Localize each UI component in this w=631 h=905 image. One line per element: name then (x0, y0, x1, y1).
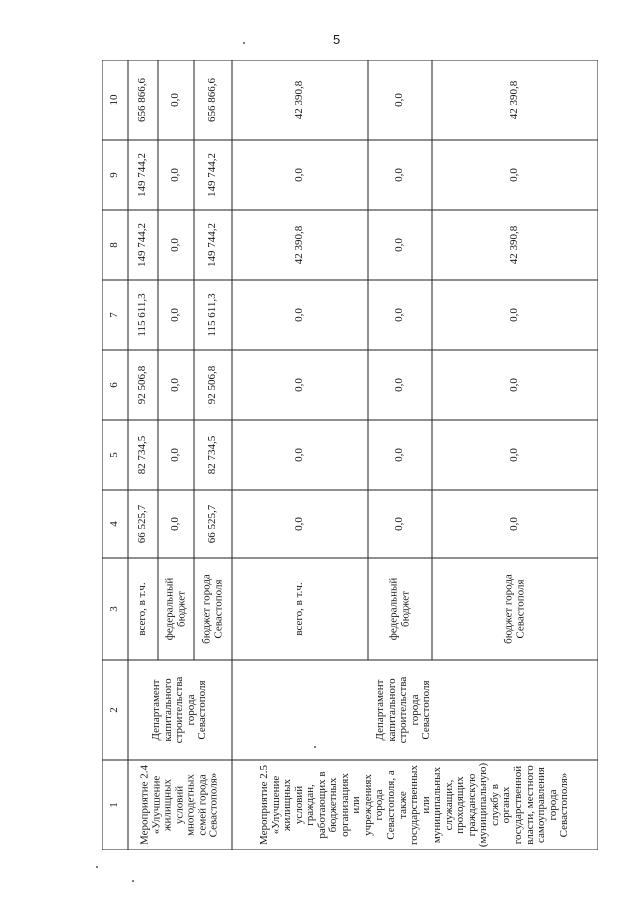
row1-federal-col5: 0,0 (169, 448, 182, 462)
header-col-6: 6 (108, 382, 121, 388)
row1-federal-col4: 0,0 (169, 517, 182, 531)
header-col-4: 4 (108, 521, 121, 527)
row2-total-col9: 0,0 (293, 168, 306, 182)
row2-city-col10: 42 390,8 (508, 80, 521, 120)
row2-city-col5: 0,0 (508, 448, 521, 462)
header-col-10: 10 (108, 94, 121, 106)
row1-federal-col9: 0,0 (169, 168, 182, 182)
row2-federal-col6: 0,0 (393, 378, 406, 392)
row2-source-total: всего, в т.ч. (293, 582, 306, 636)
row1-total-col9: 149 744,2 (136, 153, 149, 197)
header-col-2: 2 (108, 707, 121, 713)
row2-federal-col10: 0,0 (393, 93, 406, 107)
row1-total-col5: 82 734,5 (136, 435, 149, 475)
row2-federal-col9: 0,0 (393, 168, 406, 182)
row2-city-col4: 0,0 (508, 517, 521, 531)
row1-city-col6: 92 506,8 (206, 365, 219, 405)
row1-city-col4: 66 525,7 (206, 504, 219, 544)
row1-city-col5: 82 734,5 (206, 435, 219, 475)
row2-total-col8: 42 390,8 (293, 225, 306, 265)
row2-city-col9: 0,0 (508, 168, 521, 182)
measure-2-5-executor: Департамент капитального строительства города Севастополя (374, 676, 433, 744)
row2-city-col7: 0,0 (508, 308, 521, 322)
scan-speck (243, 42, 245, 44)
budget-table (102, 60, 598, 850)
row2-city-col6: 0,0 (508, 378, 521, 392)
row1-source-federal: федеральный бюджет (163, 577, 187, 641)
row2-source-federal: федеральный бюджет (387, 577, 411, 641)
row2-federal-col7: 0,0 (393, 308, 406, 322)
row2-city-col8: 42 390,8 (508, 225, 521, 265)
measure-2-4-executor: Департамент капитального строительства города Севастополя (150, 676, 209, 744)
row2-federal-col5: 0,0 (393, 448, 406, 462)
row1-city-col7: 115 611,3 (206, 293, 219, 337)
row1-federal-col7: 0,0 (169, 308, 182, 322)
header-col-3: 3 (108, 606, 121, 612)
row2-total-col6: 0,0 (293, 378, 306, 392)
header-col-7: 7 (108, 312, 121, 318)
scan-speck (96, 866, 98, 868)
row1-total-col8: 149 744,2 (136, 223, 149, 267)
row1-total-col6: 92 506,8 (136, 365, 149, 405)
row2-total-col10: 42 390,8 (293, 80, 306, 120)
row2-total-col4: 0,0 (293, 517, 306, 531)
measure-2-4-title: Мероприятие 2.4 «Улучшение жилищных условий многодетных семей города Севастополя» (138, 765, 220, 845)
row2-federal-col8: 0,0 (393, 238, 406, 252)
row1-city-col10: 656 866,6 (206, 78, 219, 122)
row2-total-col5: 0,0 (293, 448, 306, 462)
header-col-5: 5 (108, 452, 121, 458)
row1-federal-col6: 0,0 (169, 378, 182, 392)
row1-city-col8: 149 744,2 (206, 223, 219, 267)
header-col-1: 1 (108, 802, 121, 808)
row1-source-total: всего, в т.ч. (136, 582, 149, 636)
row1-total-col4: 66 525,7 (136, 504, 149, 544)
row1-city-col9: 149 744,2 (206, 153, 219, 197)
measure-2-5-title: Мероприятие 2.5 «Улучшение жилищных условий граждан, работающих в бюджетных организациях или учреждениях города Севастополя, а также государственных или муниципальных служащих, проходящих гражданскую (муниципальную) службу в органах государственной власти, местного самоуправления города Севастополя» (258, 762, 571, 848)
header-col-8: 8 (108, 242, 121, 248)
header-col-9: 9 (108, 172, 121, 178)
row2-total-col7: 0,0 (293, 308, 306, 322)
row2-source-city: бюджет города Севастополя (502, 574, 526, 644)
page-number: 5 (333, 32, 341, 47)
row1-source-city: бюджет города Севастополя (200, 574, 224, 644)
row1-federal-col8: 0,0 (169, 238, 182, 252)
row1-total-col7: 115 611,3 (136, 293, 149, 337)
scan-speck (132, 880, 134, 882)
row2-federal-col4: 0,0 (393, 517, 406, 531)
row1-total-col10: 656 866,6 (136, 78, 149, 122)
row1-federal-col10: 0,0 (169, 93, 182, 107)
